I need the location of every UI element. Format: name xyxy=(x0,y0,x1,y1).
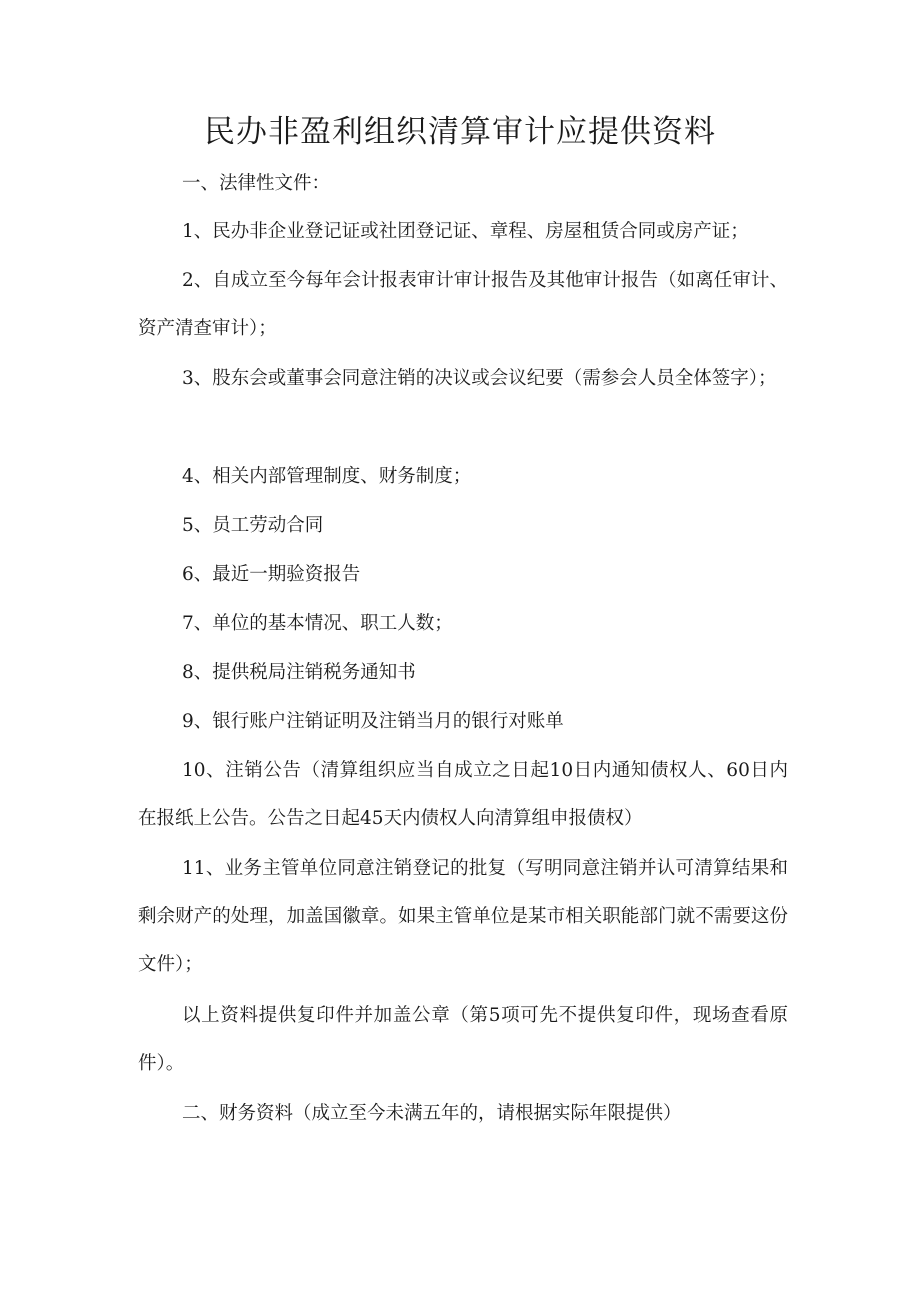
list-item-3: 3、股东会或董事会同意注销的决议或会议纪要（需参会人员全体签字）； xyxy=(182,368,777,389)
list-item-8: 8、提供税局注销税务通知书 xyxy=(182,662,416,683)
list-item-6: 6、最近一期验资报告 xyxy=(182,564,361,585)
list-item-1: 1、民办非企业登记证或社团登记证、章程、房屋租赁合同或房产证； xyxy=(182,221,749,242)
list-item-11: 11、业务主管单位同意注销登记的批复（写明同意注销并认可清算结果和剩余财产的处理，加盖国徽章。如果主管单位是某市相关职能部门就不需要这份文件）； xyxy=(138,858,788,975)
list-item-2: 2、自成立至今每年会计报表审计审计报告及其他审计报告（如离任审计、资产清查审计）； xyxy=(138,270,788,339)
section-heading-financial-documents: 二、财务资料（成立至今未满五年的，请根据实际年限提供） xyxy=(182,1103,682,1124)
list-item-5: 5、员工劳动合同 xyxy=(182,515,324,536)
note-paragraph: 以上资料提供复印件并加盖公章（第5项可先不提供复印件，现场查看原件）。 xyxy=(138,1005,788,1074)
list-item-4: 4、相关内部管理制度、财务制度； xyxy=(182,466,472,487)
list-item-10: 10、注销公告（清算组织应当自成立之日起10日内通知债权人、60日内在报纸上公告。公告之日起45天内债权人向清算组申报债权） xyxy=(138,760,788,829)
section-heading-legal-documents: 一、法律性文件： xyxy=(182,173,331,194)
document-title: 民办非盈利组织清算审计应提供资料 xyxy=(204,114,716,150)
list-item-7: 7、单位的基本情况、职工人数； xyxy=(182,613,453,634)
list-item-9: 9、银行账户注销证明及注销当月的银行对账单 xyxy=(182,711,564,732)
